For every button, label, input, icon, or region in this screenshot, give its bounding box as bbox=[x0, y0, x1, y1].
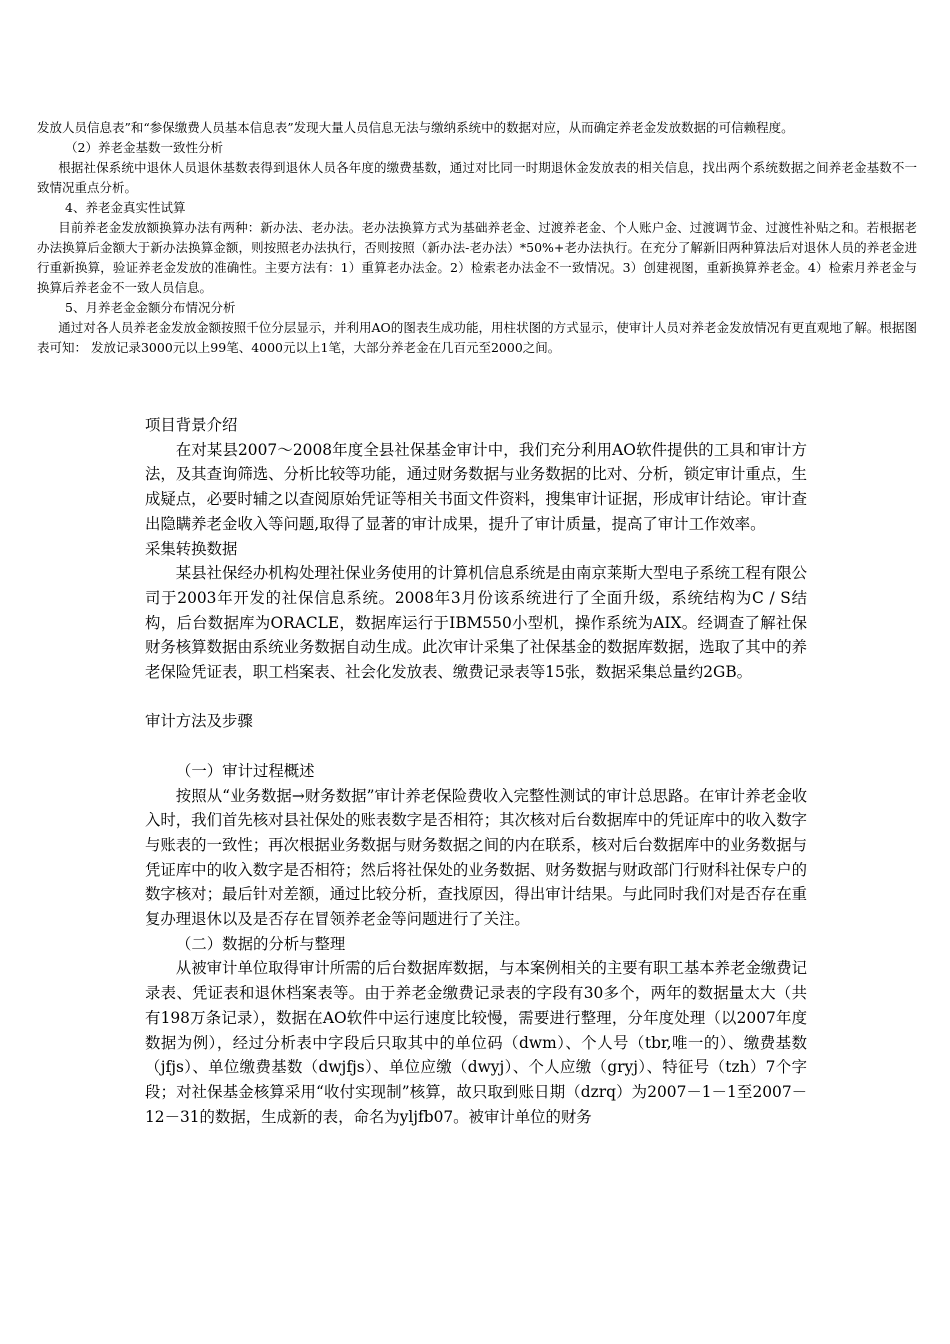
paragraph-audit-overview: 按照从“业务数据→财务数据”审计养老保险费收入完整性测试的审计总思路。在审计养老金收入时，我们首先核对县社保处的账表数字是否相符；其次核对后台数据库中的凭证库中的收入数字与账表的一致性；再次根据业务数据与财务数据之间的内在联系，核对后台数据库中的业务数据与凭证库中的收入数字是否相符；然后将社保处的业务数据、财务数据与财政部门行财科社保专户的数字核对；最后针对差额，通过比较分析，查找原因，得出审计结果。与此同时我们对是否存在重复办理退休以及是否存在冒领养老金等问题进行了关注。 bbox=[145, 786, 807, 929]
case-study-section bbox=[145, 413, 807, 1129]
paragraph-monthly-distribution: 通过对各人员养老金发放金额按照千位分层显示，并利用AO的图表生成功能，用柱状图的方式显示，使审计人员对养老金发放情况有更直观地了解。根据图表可知： 发放记录3000元以上99笔、4000元以上1笔，大部分养老金在几百元至2000之间。 bbox=[37, 320, 917, 355]
heading-pension-authenticity: 4、养老金真实性试算 bbox=[65, 200, 186, 215]
paragraph-data-analysis: 从被审计单位取得审计所需的后台数据库数据，与本案例相关的主要有职工基本养老金缴费记录表、凭证表和退休档案表等。由于养老金缴费记录表的字段有30多个，两年的数据量太大（共有198万条记录），数据在AO软件中运行速度比较慢，需要进行整理，分年度处理（以2007年度数据为例），经过分析表中字段后只取其中的单位码（dwm）、个人号（tbr,唯一的）、缴费基数（jfjs）、单位缴费基数（dwjfjs）、单位应缴（dwyj）、个人应缴（gryj）、特征号（tzh）7个字段；对社保基金核算采用“收付实现制”核算，故只取到账日期（dzrq）为2007－1－1至2007－12－31的数据，生成新的表，命名为yljfb07。被审计单位的财务 bbox=[145, 959, 807, 1126]
heading-data-collection: 采集转换数据 bbox=[145, 539, 238, 558]
heading-project-background: 项目背景介绍 bbox=[145, 416, 238, 434]
heading-pension-base-consistency: （2）养老金基数一致性分析 bbox=[65, 140, 223, 155]
heading-audit-overview: （一）审计过程概述 bbox=[176, 761, 315, 780]
paragraph-info-table: 发放人员信息表”和“参保缴费人员基本信息表”发现大量人员信息无法与缴纳系统中的数据对应，从而确定养老金发放数据的可信赖程度。 bbox=[37, 120, 794, 135]
paragraph-pension-authenticity: 目前养老金发放额换算办法有两种：新办法、老办法。老办法换算方式为基础养老金、过渡养老金、个人账户金、过渡调节金、过渡性补贴之和。若根据老办法换算后金额大于新办法换算金额，则按照老办法执行，否则按照（新办法-老办法）*50%+老办法执行。在充分了解新旧两种算法后对退休人员的养老金进行重新换算，验证养老金发放的准确性。主要方法有：1）重算老办法金。2）检索老办法金不一致情况。3）创建视图，重新换算养老金。4）检索月养老金与换算后养老金不一致人员信息。 bbox=[37, 220, 917, 295]
heading-monthly-distribution: 5、月养老金金额分布情况分析 bbox=[65, 300, 236, 315]
heading-data-analysis: （二）数据的分析与整理 bbox=[176, 934, 346, 953]
heading-audit-methods: 审计方法及步骤 bbox=[145, 712, 253, 731]
paragraph-project-background: 在对某县2007～2008年度全县社保基金审计中，我们充分利用AO软件提供的工具和审计方法，及其查询筛选、分析比较等功能，通过财务数据与业务数据的比对、分析，锁定审计重点，生成疑点，必要时辅之以查阅原始凭证等相关书面文件资料，搜集审计证据，形成审计结论。审计查出隐瞒养老金收入等问题,取得了显著的审计成果，提升了审计质量，提高了审计工作效率。 bbox=[145, 440, 807, 533]
paragraph-pension-base: 根据社保系统中退休人员退休基数表得到退休人员各年度的缴费基数，通过对比同一时期退休金发放表的相关信息，找出两个系统数据之间养老金基数不一致情况重点分析。 bbox=[37, 160, 917, 195]
paragraph-data-collection: 某县社保经办机构处理社保业务使用的计算机信息系统是由南京莱斯大型电子系统工程有限公司于2003年开发的社保信息系统。2008年3月份该系统进行了全面升级，系统结构为C / S结构，后台数据库为ORACLE，数据库运行于IBM550小型机，操作系统为AIX。经调查了解社保财务核算数据由系统业务数据自动生成。此次审计采集了社保基金的数据库数据，选取了其中的养老保险凭证表，职工档案表、社会化发放表、缴费记录表等15张，数据采集总量约2GB。 bbox=[145, 564, 807, 682]
audit-steps-section bbox=[37, 118, 917, 358]
